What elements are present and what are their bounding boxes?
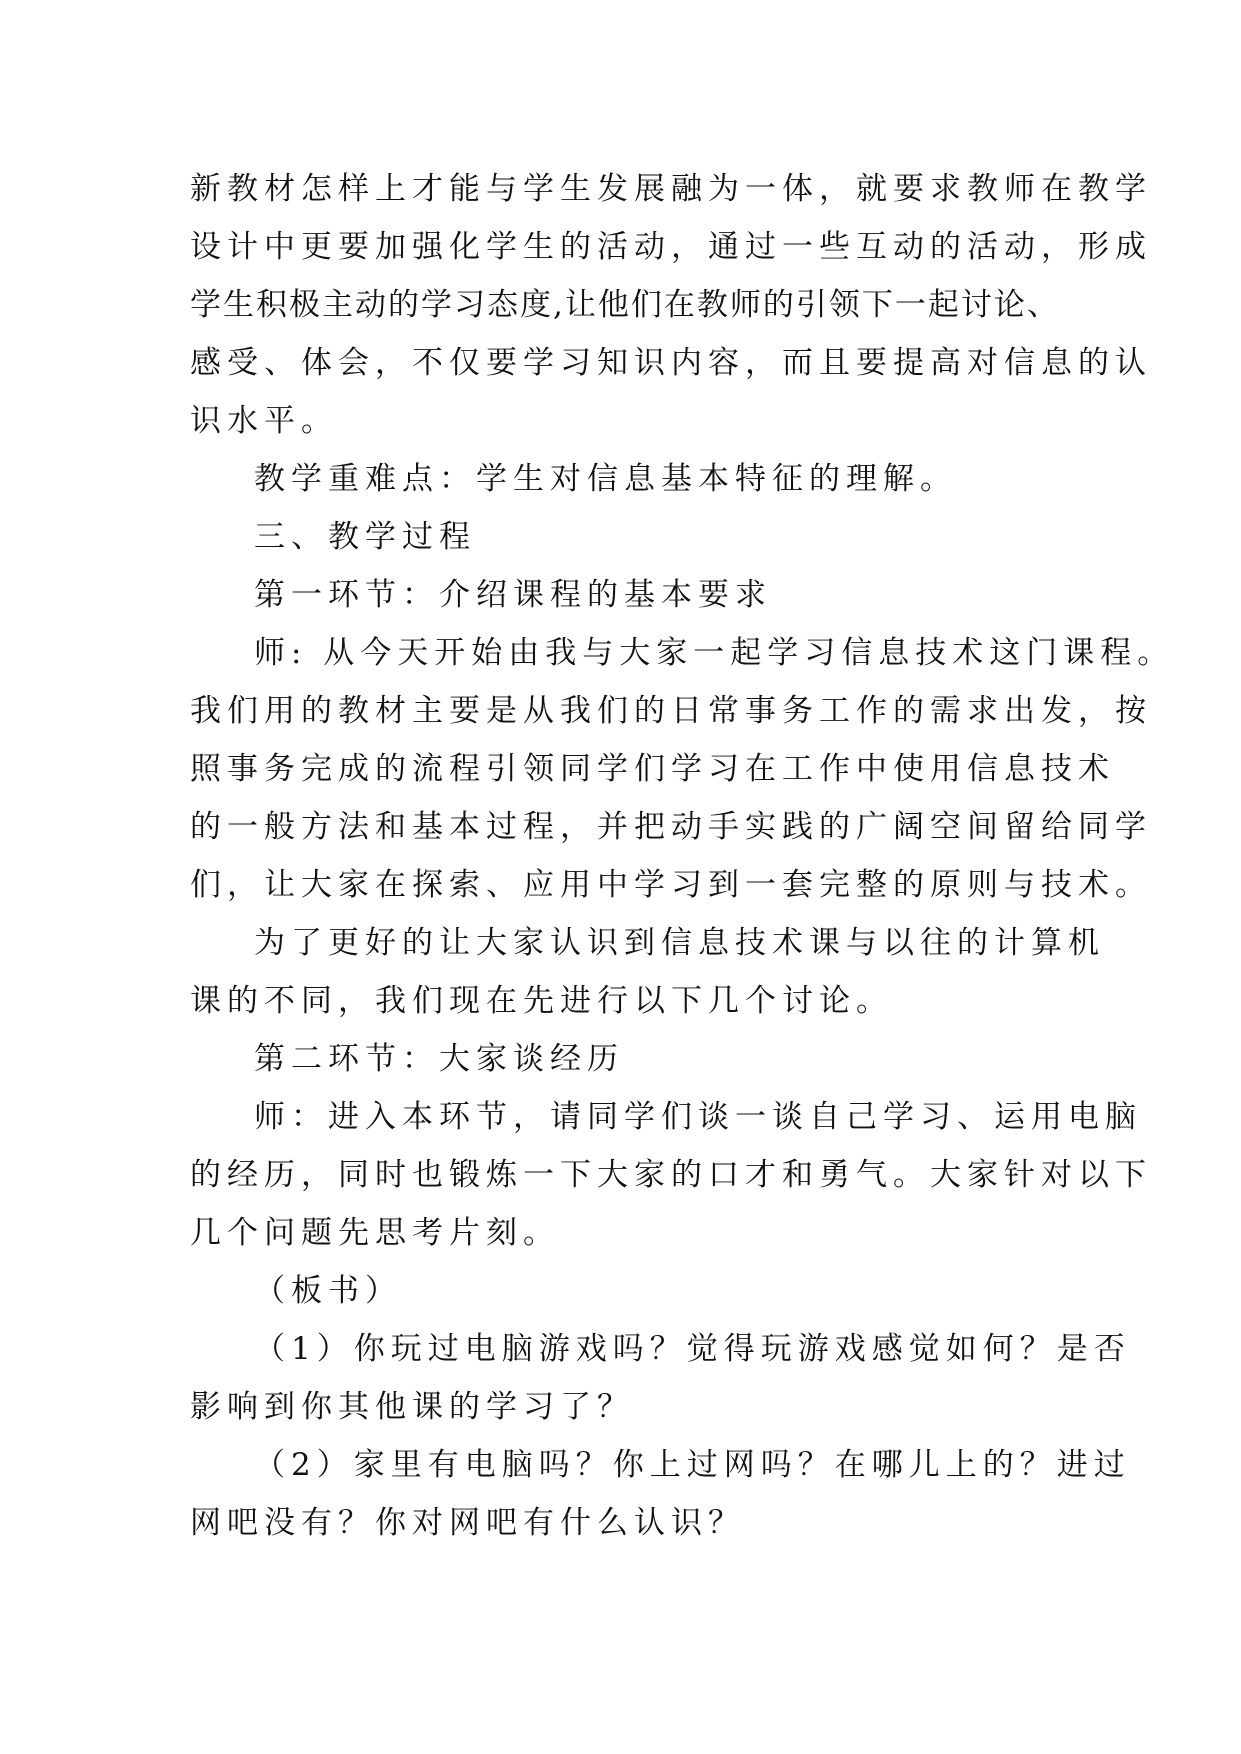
paragraph-line: 我们用的教材主要是从我们的日常事务工作的需求出发，按: [190, 693, 1152, 729]
paragraph-line: 几个问题先思考片刻。: [190, 1215, 560, 1251]
document-body: [190, 160, 1175, 1552]
paragraph-line: 识水平。: [190, 403, 338, 439]
paragraph-line: 感受、体会，不仅要学习知识内容，而且要提高对信息的认: [190, 345, 1152, 381]
paragraph-line: 的一般方法和基本过程，并把动手实践的广阔空间留给同学: [190, 809, 1152, 845]
board-note: （板书）: [254, 1273, 402, 1309]
paragraph-line: 师: 从今天开始由我与大家一起学习信息技术这门课程。: [254, 635, 1175, 671]
section-heading: 三、教学过程: [254, 519, 476, 555]
paragraph-line: 为了更好的让大家认识到信息技术课与以往的计算机: [254, 925, 1105, 961]
paragraph-line: 学生积极主动的学习态度,让他们在教师的引领下一起讨论、: [190, 287, 1060, 323]
question-line: （1）你玩过电脑游戏吗？觉得玩游戏感觉如何？是否: [254, 1331, 1131, 1367]
question-line: 网吧没有？你对网吧有什么认识？: [190, 1505, 745, 1541]
paragraph-line: 的经历，同时也锻炼一下大家的口才和勇气。大家针对以下: [190, 1157, 1152, 1193]
paragraph-line: 新教材怎样上才能与学生发展融为一体，就要求教师在教学: [190, 171, 1152, 207]
question-line: （2）家里有电脑吗？你上过网吗？在哪儿上的？进过: [254, 1447, 1131, 1483]
paragraph-line: 照事务完成的流程引领同学们学习在工作中使用信息技术: [190, 751, 1115, 787]
paragraph-line: 设计中更要加强化学生的活动，通过一些互动的活动，形成: [190, 229, 1152, 265]
key-points-line: 教学重难点：学生对信息基本特征的理解。: [254, 461, 957, 497]
section-subheading: 第一环节：介绍课程的基本要求: [254, 577, 772, 613]
paragraph-line: 课的不同，我们现在先进行以下几个讨论。: [190, 983, 893, 1019]
paragraph-line: 们，让大家在探索、应用中学习到一套完整的原则与技术。: [190, 867, 1152, 903]
section-subheading: 第二环节：大家谈经历: [254, 1041, 624, 1077]
paragraph-line: 师：进入本环节，请同学们谈一谈自己学习、运用电脑: [254, 1099, 1142, 1135]
question-line: 影响到你其他课的学习了？: [190, 1389, 634, 1425]
